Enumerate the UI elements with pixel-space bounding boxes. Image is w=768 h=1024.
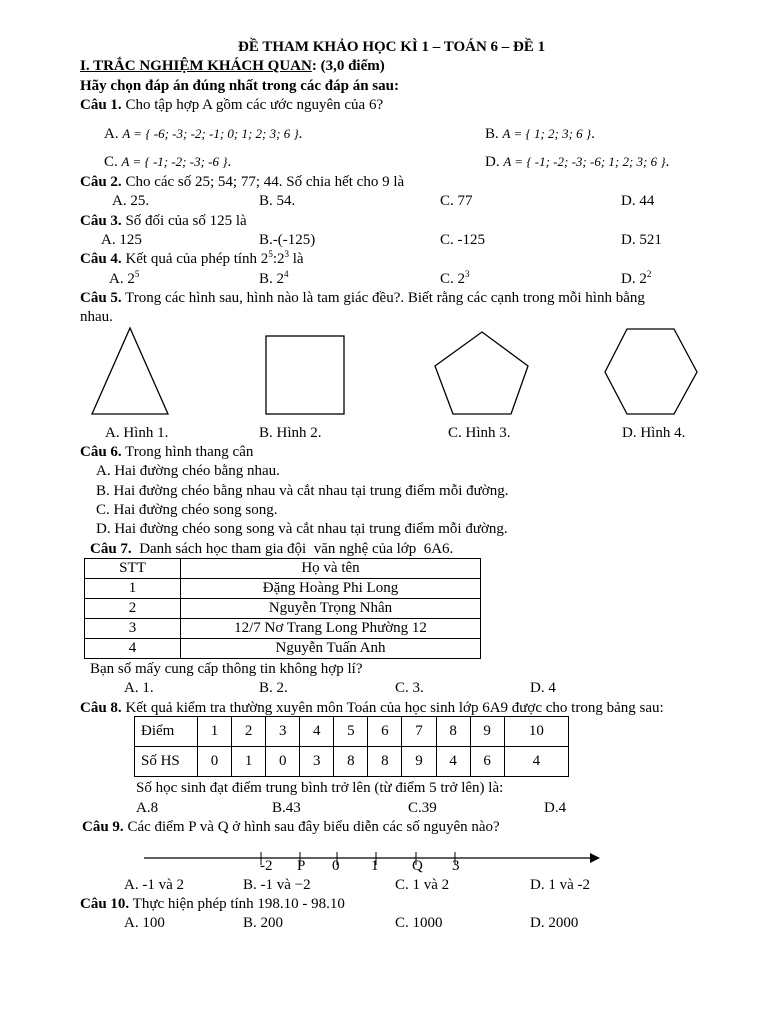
table-cell: Nguyễn Tuấn Anh (181, 639, 481, 659)
table-row (135, 747, 569, 777)
q2-option-d[interactable]: D. 44 (621, 193, 655, 209)
option-exponent: 2 (646, 269, 652, 279)
q10-label: Câu 10. (80, 896, 130, 912)
q4-divide: :2 (272, 251, 285, 267)
number-line-label: P (297, 858, 306, 874)
q8-option-c[interactable]: C.39 (408, 800, 437, 816)
table-cell: 2 (232, 717, 266, 747)
q5-option-c[interactable]: C. Hình 3. (448, 425, 511, 441)
table-cell: 8 (334, 747, 368, 777)
q6-option-c[interactable]: C. Hai đường chéo song song. (96, 502, 278, 518)
q3-option-b[interactable]: B.-(-125) (259, 232, 316, 248)
option-text: D. 2 (621, 271, 647, 287)
table-row-label: Điểm (135, 717, 198, 747)
q10-stem (80, 895, 345, 913)
option-end: . (591, 126, 595, 142)
table-cell: 7 (402, 717, 436, 747)
table-cell: 5 (334, 717, 368, 747)
q7-option-c[interactable]: C. 3. (395, 680, 424, 696)
q8-text: Kết quả kiểm tra thường xuyên môn Toán của học sinh lớp 6A9 được cho trong bảng sau: (121, 700, 664, 716)
q5-stem-line2: nhau. (80, 309, 113, 325)
q6-option-b[interactable]: B. Hai đường chéo bằng nhau và cắt nhau tại trung điểm mỗi đường. (96, 483, 509, 499)
section-heading (80, 57, 385, 75)
set-expression: A = { -6; -3; -2; -1; 0; 1; 2; 3; 6 } (122, 126, 299, 141)
instruction: Hãy chọn đáp án đúng nhất trong các đáp án sau: (80, 78, 399, 94)
table-row (85, 619, 481, 639)
q2-option-c[interactable]: C. 77 (440, 193, 473, 209)
option-end: . (665, 154, 670, 170)
q7-table (84, 558, 481, 659)
q7-label: Câu 7. (90, 541, 132, 557)
option-end: . (298, 126, 303, 142)
q4-exponent: 3 (284, 249, 289, 259)
q7-text: Danh sách học tham gia đội văn nghệ của lớp 6A6. (131, 541, 454, 557)
q8-option-a[interactable]: A.8 (136, 800, 159, 816)
section-points: : (3,0 điểm) (311, 58, 385, 74)
q4-text-end: là (288, 251, 304, 267)
q1-option-d[interactable] (485, 153, 669, 171)
q9-label: Câu 9. (82, 819, 124, 835)
q9-option-a[interactable]: A. -1 và 2 (124, 877, 184, 893)
q2-option-a[interactable]: A. 25. (112, 193, 150, 209)
table-cell: 4 (436, 747, 470, 777)
option-letter: C. (104, 154, 118, 170)
option-exponent: 5 (134, 269, 140, 279)
q8-label: Câu 8. (80, 700, 122, 716)
table-cell: 6 (368, 717, 402, 747)
q3-label: Câu 3. (80, 213, 122, 229)
q1-option-b[interactable] (485, 125, 595, 143)
q5-shapes (0, 322, 768, 422)
table-cell: Nguyễn Trọng Nhân (181, 599, 481, 619)
q3-option-d[interactable]: D. 521 (621, 232, 662, 248)
q2-stem (80, 173, 404, 191)
q7-option-b[interactable]: B. 2. (259, 680, 288, 696)
q3-text: Số đối của số 125 là (121, 213, 247, 229)
q7-question: Bạn số mấy cung cấp thông tin không hợp lí? (90, 661, 363, 677)
table-header: STT (85, 559, 181, 579)
q3-option-c[interactable]: C. -125 (440, 232, 485, 248)
table-cell: 4 (504, 747, 568, 777)
option-exponent: 3 (465, 269, 470, 279)
q2-option-b[interactable]: B. 54. (259, 193, 296, 209)
q10-option-b[interactable]: B. 200 (243, 915, 284, 931)
q4-option-d[interactable] (621, 270, 651, 288)
table-cell: 9 (402, 747, 436, 777)
q5-option-a[interactable]: A. Hình 1. (105, 425, 169, 441)
table-cell: 8 (368, 747, 402, 777)
q4-option-a[interactable] (109, 270, 139, 288)
table-cell: 3 (85, 619, 181, 639)
q8-option-d[interactable]: D.4 (544, 800, 567, 816)
option-letter: B. (485, 126, 499, 142)
q10-text: Thực hiện phép tính 198.10 - 98.10 (129, 896, 345, 912)
table-row (135, 717, 569, 747)
table-cell: 1 (85, 579, 181, 599)
option-text: C. 2 (440, 271, 466, 287)
section-heading-text: I. TRẮC NGHIỆM KHÁCH QUAN (80, 58, 312, 74)
number-line-label: 3 (452, 858, 460, 874)
triangle-shape (92, 328, 168, 414)
page-title: ĐỀ THAM KHẢO HỌC KÌ 1 – TOÁN 6 – ĐỀ 1 (238, 39, 546, 55)
table-cell: 6 (470, 747, 504, 777)
table-cell: 2 (85, 599, 181, 619)
q9-text: Các điểm P và Q ở hình sau đây biểu diễn các số nguyên nào? (123, 819, 500, 835)
q6-label: Câu 6. (80, 444, 122, 460)
hexagon-shape (605, 329, 697, 414)
option-letter: D. (485, 154, 500, 170)
table-cell: 10 (504, 717, 568, 747)
q9-stem (82, 818, 500, 836)
q6-option-a[interactable]: A. Hai đường chéo bằng nhau. (96, 463, 280, 479)
q6-option-d[interactable]: D. Hai đường chéo song song và cắt nhau tại trung điểm mỗi đường. (96, 521, 508, 537)
q5-stem (80, 289, 645, 307)
q4-option-b[interactable] (259, 270, 289, 288)
q5-label: Câu 5. (80, 290, 122, 306)
table-cell: 0 (198, 747, 232, 777)
table-cell: 9 (470, 717, 504, 747)
table-cell: 12/7 Nơ Trang Long Phường 12 (181, 619, 481, 639)
table-cell: 1 (198, 717, 232, 747)
q6-stem (80, 443, 253, 461)
q5-option-b[interactable]: B. Hình 2. (259, 425, 322, 441)
set-expression: A = { -1; -2; -3; -6 } (121, 154, 228, 169)
q2-text: Cho các số 25; 54; 77; 44. Số chia hết cho 9 là (121, 174, 405, 190)
set-expression: A = { 1; 2; 3; 6 } (502, 126, 592, 141)
table-row-label: Số HS (135, 747, 198, 777)
table-header-row (85, 559, 481, 579)
option-text: B. 2 (259, 271, 285, 287)
q6-text: Trong hình thang cân (121, 444, 254, 460)
q8-question: Số học sinh đạt điểm trung bình trở lên (từ điểm 5 trở lên) là: (136, 780, 504, 796)
q1-option-a[interactable] (104, 125, 302, 143)
number-line-label: -2 (260, 858, 273, 874)
table-header: Họ và tên (181, 559, 481, 579)
table-cell: 8 (436, 717, 470, 747)
q5-option-d[interactable]: D. Hình 4. (622, 425, 686, 441)
q9-option-d[interactable]: D. 1 và -2 (530, 877, 590, 893)
table-cell: Đặng Hoàng Phi Long (181, 579, 481, 599)
table-cell: 3 (300, 747, 334, 777)
q5-text: Trong các hình sau, hình nào là tam giác đều?. Biết rằng các cạnh trong mỗi hình bằng (121, 290, 645, 306)
q10-option-a[interactable]: A. 100 (124, 915, 165, 931)
table-row (85, 579, 481, 599)
q4-label: Câu 4. (80, 251, 122, 267)
q8-stem (80, 699, 664, 717)
q10-option-c[interactable]: C. 1000 (395, 915, 443, 931)
number-line-label: Q (412, 858, 423, 874)
q3-option-a[interactable]: A. 125 (101, 232, 142, 248)
table-row (85, 639, 481, 659)
table-cell: 0 (266, 747, 300, 777)
table-row (85, 599, 481, 619)
set-expression: A = { -1; -2; -3; -6; 1; 2; 3; 6 } (503, 154, 666, 169)
q1-label: Câu 1. (80, 97, 122, 113)
number-line (0, 846, 768, 872)
q10-option-d[interactable]: D. 2000 (530, 915, 579, 931)
number-line-label: 1 (371, 858, 379, 874)
option-end: . (227, 154, 232, 170)
q9-option-c[interactable]: C. 1 và 2 (395, 877, 450, 893)
q1-option-c[interactable] (104, 153, 231, 171)
option-letter: A. (104, 126, 119, 142)
pentagon-shape (435, 332, 528, 414)
table-cell: 3 (266, 717, 300, 747)
q7-option-a[interactable]: A. 1. (124, 680, 154, 696)
q1-text: Cho tập hợp A gồm các ước nguyên của 6? (121, 97, 384, 113)
q2-label: Câu 2. (80, 174, 122, 190)
q8-table (134, 716, 569, 777)
table-cell: 4 (300, 717, 334, 747)
table-cell: 4 (85, 639, 181, 659)
q8-option-b[interactable]: B.43 (272, 800, 301, 816)
q3-stem (80, 212, 247, 230)
q4-option-c[interactable] (440, 270, 470, 288)
q4-text: Kết quả của phép tính 2 (121, 251, 269, 267)
q4-exponent: 5 (268, 249, 273, 259)
number-line-label: 0 (332, 858, 340, 874)
table-cell: 1 (232, 747, 266, 777)
q7-option-d[interactable]: D. 4 (530, 680, 556, 696)
square-shape (266, 336, 344, 414)
q4-stem (80, 250, 304, 268)
arrow-icon (590, 853, 600, 863)
q1-stem (80, 96, 383, 114)
q9-option-b[interactable]: B. -1 và −2 (243, 877, 311, 893)
q7-stem (90, 540, 453, 558)
option-text: A. 2 (109, 271, 135, 287)
option-exponent: 4 (284, 269, 289, 279)
